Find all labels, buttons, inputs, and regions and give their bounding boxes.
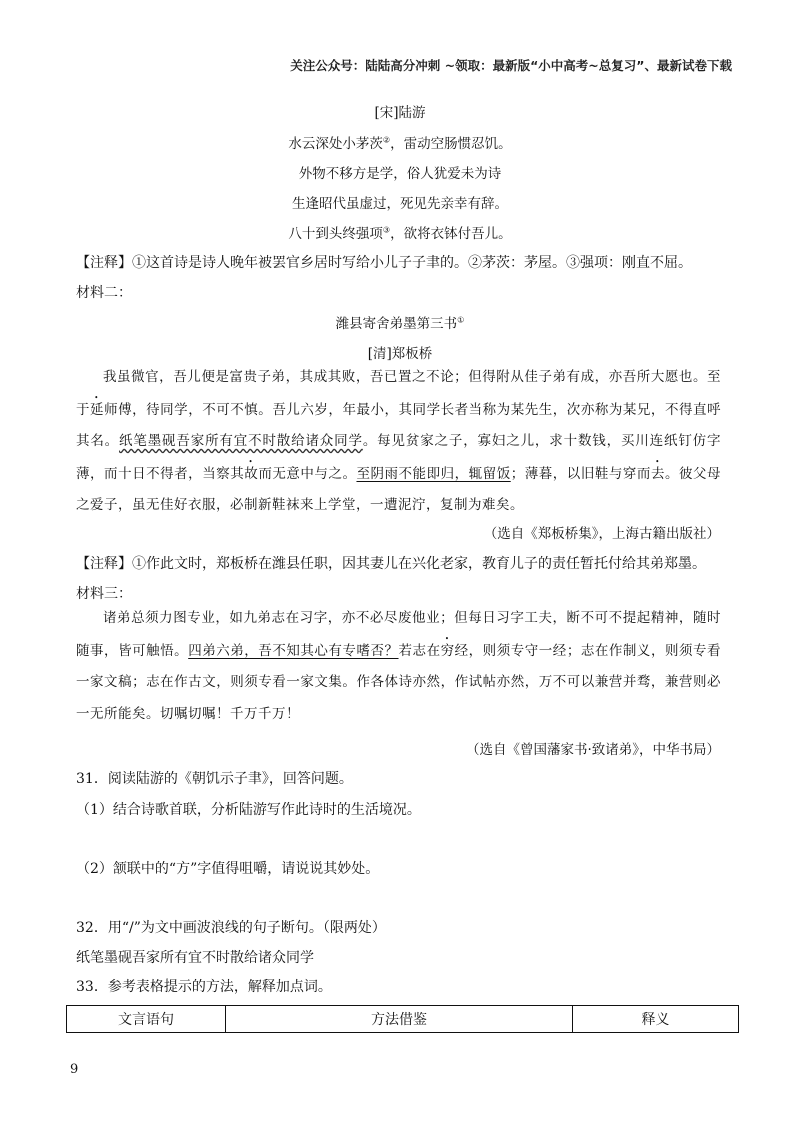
dotted-word: 穷 xyxy=(440,642,455,659)
text-span: 。每见贫家之子，寡妇之儿，求十数钱，买川连纸钉仿字薄，而十日不得者，当察其 xyxy=(76,433,722,482)
footnote-marker: ③ xyxy=(382,225,391,235)
text-span: 。彼父母之爱子，虽无佳好衣服，必制新鞋袜来上学堂，一遭泥泞，复制为难矣。 xyxy=(76,465,722,513)
material-3-label: 材料三： xyxy=(76,586,132,602)
text-span: 师傅，待同学，不可不慎。吾儿六岁，年最小，其同学长者当称为某先生，次亦称为某兄，不得直呼其名。 xyxy=(76,401,722,449)
poem-line-4-end: ，欲将衣钵付吾儿。 xyxy=(390,226,512,242)
material-2-paragraph xyxy=(76,362,721,522)
poem-line-4-text: 八十到头终强项 xyxy=(288,226,383,242)
underlined-sentence: 四弟六弟，吾不知其心有专嗜否？ xyxy=(188,642,399,659)
material-2-title xyxy=(0,312,800,332)
page-number: 9 xyxy=(70,1062,79,1077)
question-32-sentence: 纸笔墨砚吾家所有宜不时散给诸众同学 xyxy=(76,950,314,966)
material-2-annotation: 【注释】①作此文时，郑板桥在潍县任职，因其妻儿在兴化老家，教育儿子的责任暂托付给其弟郑墨。 xyxy=(76,556,706,572)
question-31-2: （2）颔联中的“方”字值得咀嚼，请说说其妙处。 xyxy=(76,861,380,877)
answer-table xyxy=(66,1005,739,1033)
text-span: 经，则须专守一经；志在作制义，则须专看一家文稿；志在作古文，则须专看一家文集。作各体诗亦然，作试帖亦然，万不可以兼营并骛，兼营则必一无所能矣。切嘱切嘱！千万千万！ xyxy=(76,642,722,722)
poem-line-1-text: 水云深处小茅茨 xyxy=(288,136,383,152)
material-2-author: [清]郑板桥 xyxy=(367,346,433,362)
text-span: 至于 xyxy=(76,369,721,418)
footnote-marker: ① xyxy=(457,315,465,325)
material-3-paragraph xyxy=(76,603,721,730)
poem-line-1 xyxy=(0,132,800,152)
poem-author: [宋]陆游 xyxy=(374,105,426,121)
text-span: 诸弟总须力图专业，如九弟志在习字，亦不必尽废他业；但每日习字工夫，断不可不提起精神，随时随事，皆可触悟。 xyxy=(76,610,721,659)
question-31-1: （1）结合诗歌首联，分析陆游写作此诗时的生活境况。 xyxy=(76,802,421,818)
material-3-body xyxy=(76,603,721,730)
poem-line-1-end: ，雷动空肠惯忍饥。 xyxy=(390,136,512,152)
dotted-word: 延 xyxy=(90,401,105,418)
text-span: ；薄暮，以旧鞋与穿而 xyxy=(510,465,651,482)
table-header-sentence: 文言语句 xyxy=(67,1006,226,1033)
dotted-word: 故 xyxy=(244,465,259,482)
text-span: 我虽微官，吾儿便是富贵子弟，其成其败，吾已置之不论；但得附从佳子弟有成，亦吾所大愿也。 xyxy=(103,369,707,385)
poem-annotation: 【注释】①这首诗是诗人晚年被罢官乡居时写给小儿子子聿的。②茅茨：茅屋。③强项：刚直不屈。 xyxy=(76,255,692,271)
material-3-source: （选自《曾国藩家书·致诸弟》，中华书局） xyxy=(465,742,720,758)
text-span: 而无意中与之。 xyxy=(258,465,357,482)
material-2-label: 材料二： xyxy=(76,285,132,301)
question-31: 31．阅读陆游的《朝饥示子聿》，回答问题。 xyxy=(76,771,353,787)
dotted-word: 去 xyxy=(650,465,665,482)
table-header-meaning: 释义 xyxy=(573,1006,739,1033)
poem-line-2: 外物不移方是学，俗人犹爱未为诗 xyxy=(298,166,502,182)
text-span: 若志在 xyxy=(398,642,441,659)
underlined-sentence: 至阴雨不能即归，辄留饭 xyxy=(356,465,511,482)
question-33: 33．参考表格提示的方法，解释加点词。 xyxy=(76,979,332,995)
wavy-underlined-sentence: 纸笔墨砚吾家所有宜不时散给诸众同学 xyxy=(119,433,363,449)
material-2-source: （选自《郑板桥集》，上海古籍出版社） xyxy=(483,526,720,542)
material-2-body xyxy=(76,362,721,522)
footnote-marker: ② xyxy=(382,135,391,145)
question-32: 32．用“/”为文中画波浪线的句子断句。（限两处） xyxy=(76,920,386,936)
table-header-row xyxy=(67,1006,739,1033)
poem-line-4 xyxy=(0,222,800,242)
page-header-promo: 关注公众号：陆陆高分冲刺 ~领取：最新版“小中高考~总复习”、最新试卷下载 xyxy=(290,58,732,73)
poem-line-3: 生逢昭代虽虚过，死见先亲幸有辞。 xyxy=(292,196,508,212)
material-2-title-text: 潍县寄舍弟墨第三书 xyxy=(335,316,458,332)
table-header-method: 方法借鉴 xyxy=(226,1006,573,1033)
